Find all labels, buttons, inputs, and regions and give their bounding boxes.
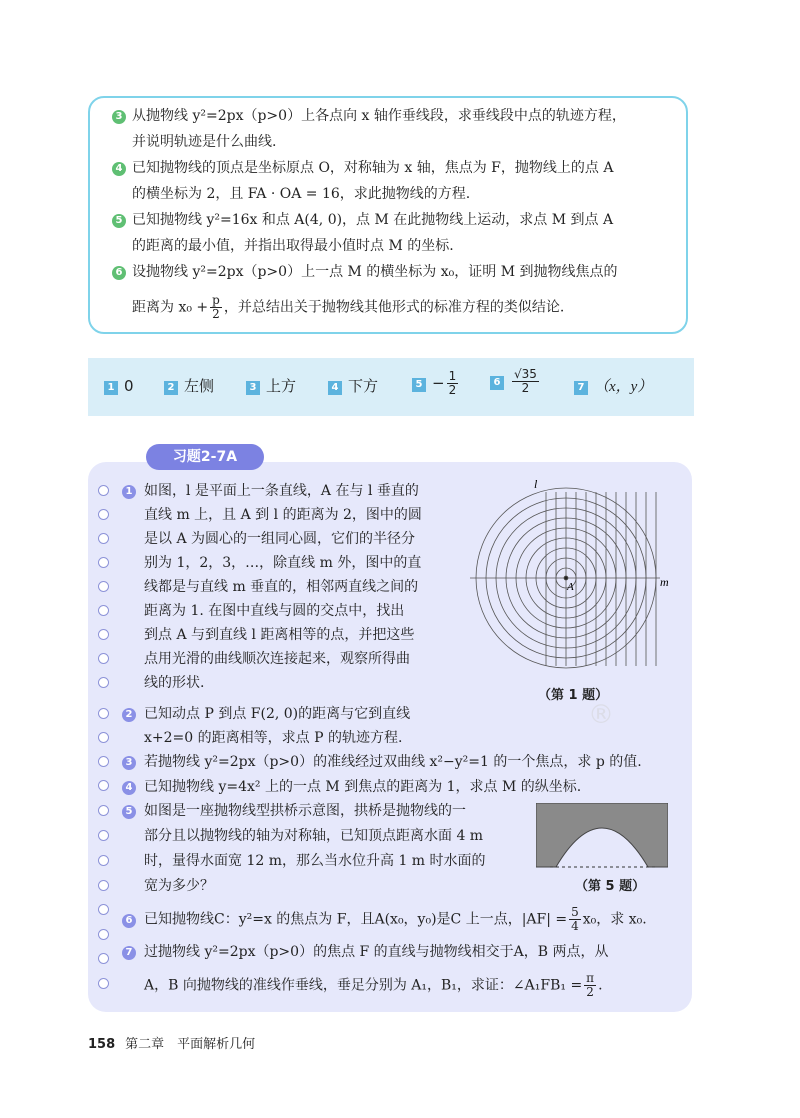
margin-ring	[98, 805, 109, 816]
line-m-label: m	[660, 575, 669, 589]
question-5: 5 已知抛物线 y²=16x 和点 A(4, 0)，点 M 在此抛物线上运动，求点 M 到点 A	[112, 210, 613, 230]
question-number-badge: 4	[112, 162, 126, 176]
margin-ring	[98, 929, 109, 940]
question-3: 3 从抛物线 y²=2px（p>0）上各点向 x 轴作垂线段，求垂线段中点的轨迹方程，	[112, 106, 626, 126]
figure-concentric-circles	[468, 478, 678, 678]
exercise-3: 3 若抛物线 y²=2px（p>0）的准线经过双曲线 x²−y²=1 的一个焦点，求 p 的值.	[122, 752, 642, 772]
figure-5-caption: （第 5 题）	[575, 879, 646, 894]
answer-2: 2 左侧	[164, 376, 214, 396]
bridge-body	[536, 803, 668, 867]
margin-ring	[98, 581, 109, 592]
margin-ring	[98, 953, 109, 964]
exercise-6: 6 已知抛物线C：y²=x 的焦点为 F，且A(x₀，y₀)是C 上一点，|AF| = $\frac{5}{4}$ x₀，求 x₀.	[122, 906, 647, 933]
margin-ring	[98, 978, 109, 989]
question-6: 6 设抛物线 y²=2px（p>0）上一点 M 的横坐标为 x₀，证明 M 到抛物线焦点的	[112, 262, 618, 282]
answer-strip	[88, 358, 694, 416]
question-number-badge: 6	[112, 266, 126, 280]
answer-3: 3 上方	[246, 376, 296, 396]
question-4: 4 已知抛物线的顶点是坐标原点 O，对称轴为 x 轴，焦点为 F，抛物线上的点 A	[112, 158, 613, 178]
page-number: 158	[88, 1037, 116, 1052]
margin-ring	[98, 677, 109, 688]
margin-ring	[98, 708, 109, 719]
answer-5: 5 − $\frac{1}{2}$	[412, 370, 460, 397]
line-l-label: l	[534, 478, 538, 491]
answer-6: 6 $\frac{√35}{2}$	[490, 368, 541, 395]
figure-1-caption: （第 1 题）	[538, 688, 609, 703]
margin-ring	[98, 485, 109, 496]
figure-arch-bridge	[536, 803, 668, 869]
exercise-4: 4 已知抛物线 y=4x² 上的一点 M 到焦点的距离为 1，求点 M 的纵坐标.	[122, 777, 581, 797]
margin-ring	[98, 557, 109, 568]
question-6-line-2: 距离为 x₀ + $\frac{p}{2}$ ，并总结出关于抛物线其他形式的标准方程的类似结论.	[132, 293, 565, 321]
margin-ring	[98, 605, 109, 616]
watermark-registered-mark: ®	[588, 700, 614, 730]
margin-ring	[98, 830, 109, 841]
margin-ring	[98, 780, 109, 791]
page-footer	[88, 1033, 255, 1052]
margin-ring	[98, 880, 109, 891]
exercise-box-top: 3 从抛物线 y²=2px（p>0）上各点向 x 轴作垂线段，求垂线段中点的轨迹方程， 并说明轨迹是什么曲线. 4 已知抛物线的顶点是坐标原点 O，对称轴为 x 轴，焦点为 F，抛物线上的点 A 的横坐标为 2，且 FA · OA = 16，求此抛物线的方程. 5 已知抛物线 y²=16x 和点 A(4, 0)，点 M 在此抛物线上运动，求点 M 到点 A 的距离的最小值，并指出取得最小值时点 M 的坐标. 6 设抛物线 y²=2px（p>0）上一点 M 的横坐标为 x₀，证明 M 到抛物线焦点的 距离为 x₀ + $\frac{p}{2}$ ，并总结出关于抛物线其他形式的标准方程的类似结论.	[88, 96, 688, 334]
margin-ring	[98, 533, 109, 544]
margin-ring	[98, 653, 109, 664]
fraction: $\frac{1}{2}$	[448, 369, 457, 397]
margin-ring	[98, 756, 109, 767]
answer-4: 4 下方	[328, 376, 378, 396]
fraction: $\frac{p}{2}$	[212, 293, 220, 321]
point-a	[564, 576, 568, 580]
fraction: $\frac{5}{4}$	[571, 905, 579, 933]
answer-1: 1 0	[104, 376, 134, 396]
point-a-label: A	[567, 581, 574, 593]
fraction: $\frac{√35}{2}$	[514, 367, 537, 395]
question-number-badge: 3	[112, 110, 126, 124]
margin-ring	[98, 509, 109, 520]
margin-ring	[98, 629, 109, 640]
margin-ring	[98, 732, 109, 743]
margin-ring	[98, 855, 109, 866]
exercise-set-title: 习题2-7A	[146, 444, 264, 470]
question-number-badge: 5	[112, 214, 126, 228]
answer-7: 7 （x，y）	[574, 376, 652, 397]
margin-ring	[98, 904, 109, 915]
fraction: $\frac{\pi}{2}$	[586, 971, 595, 999]
chapter-title: 第二章 平面解析几何	[125, 1037, 256, 1052]
